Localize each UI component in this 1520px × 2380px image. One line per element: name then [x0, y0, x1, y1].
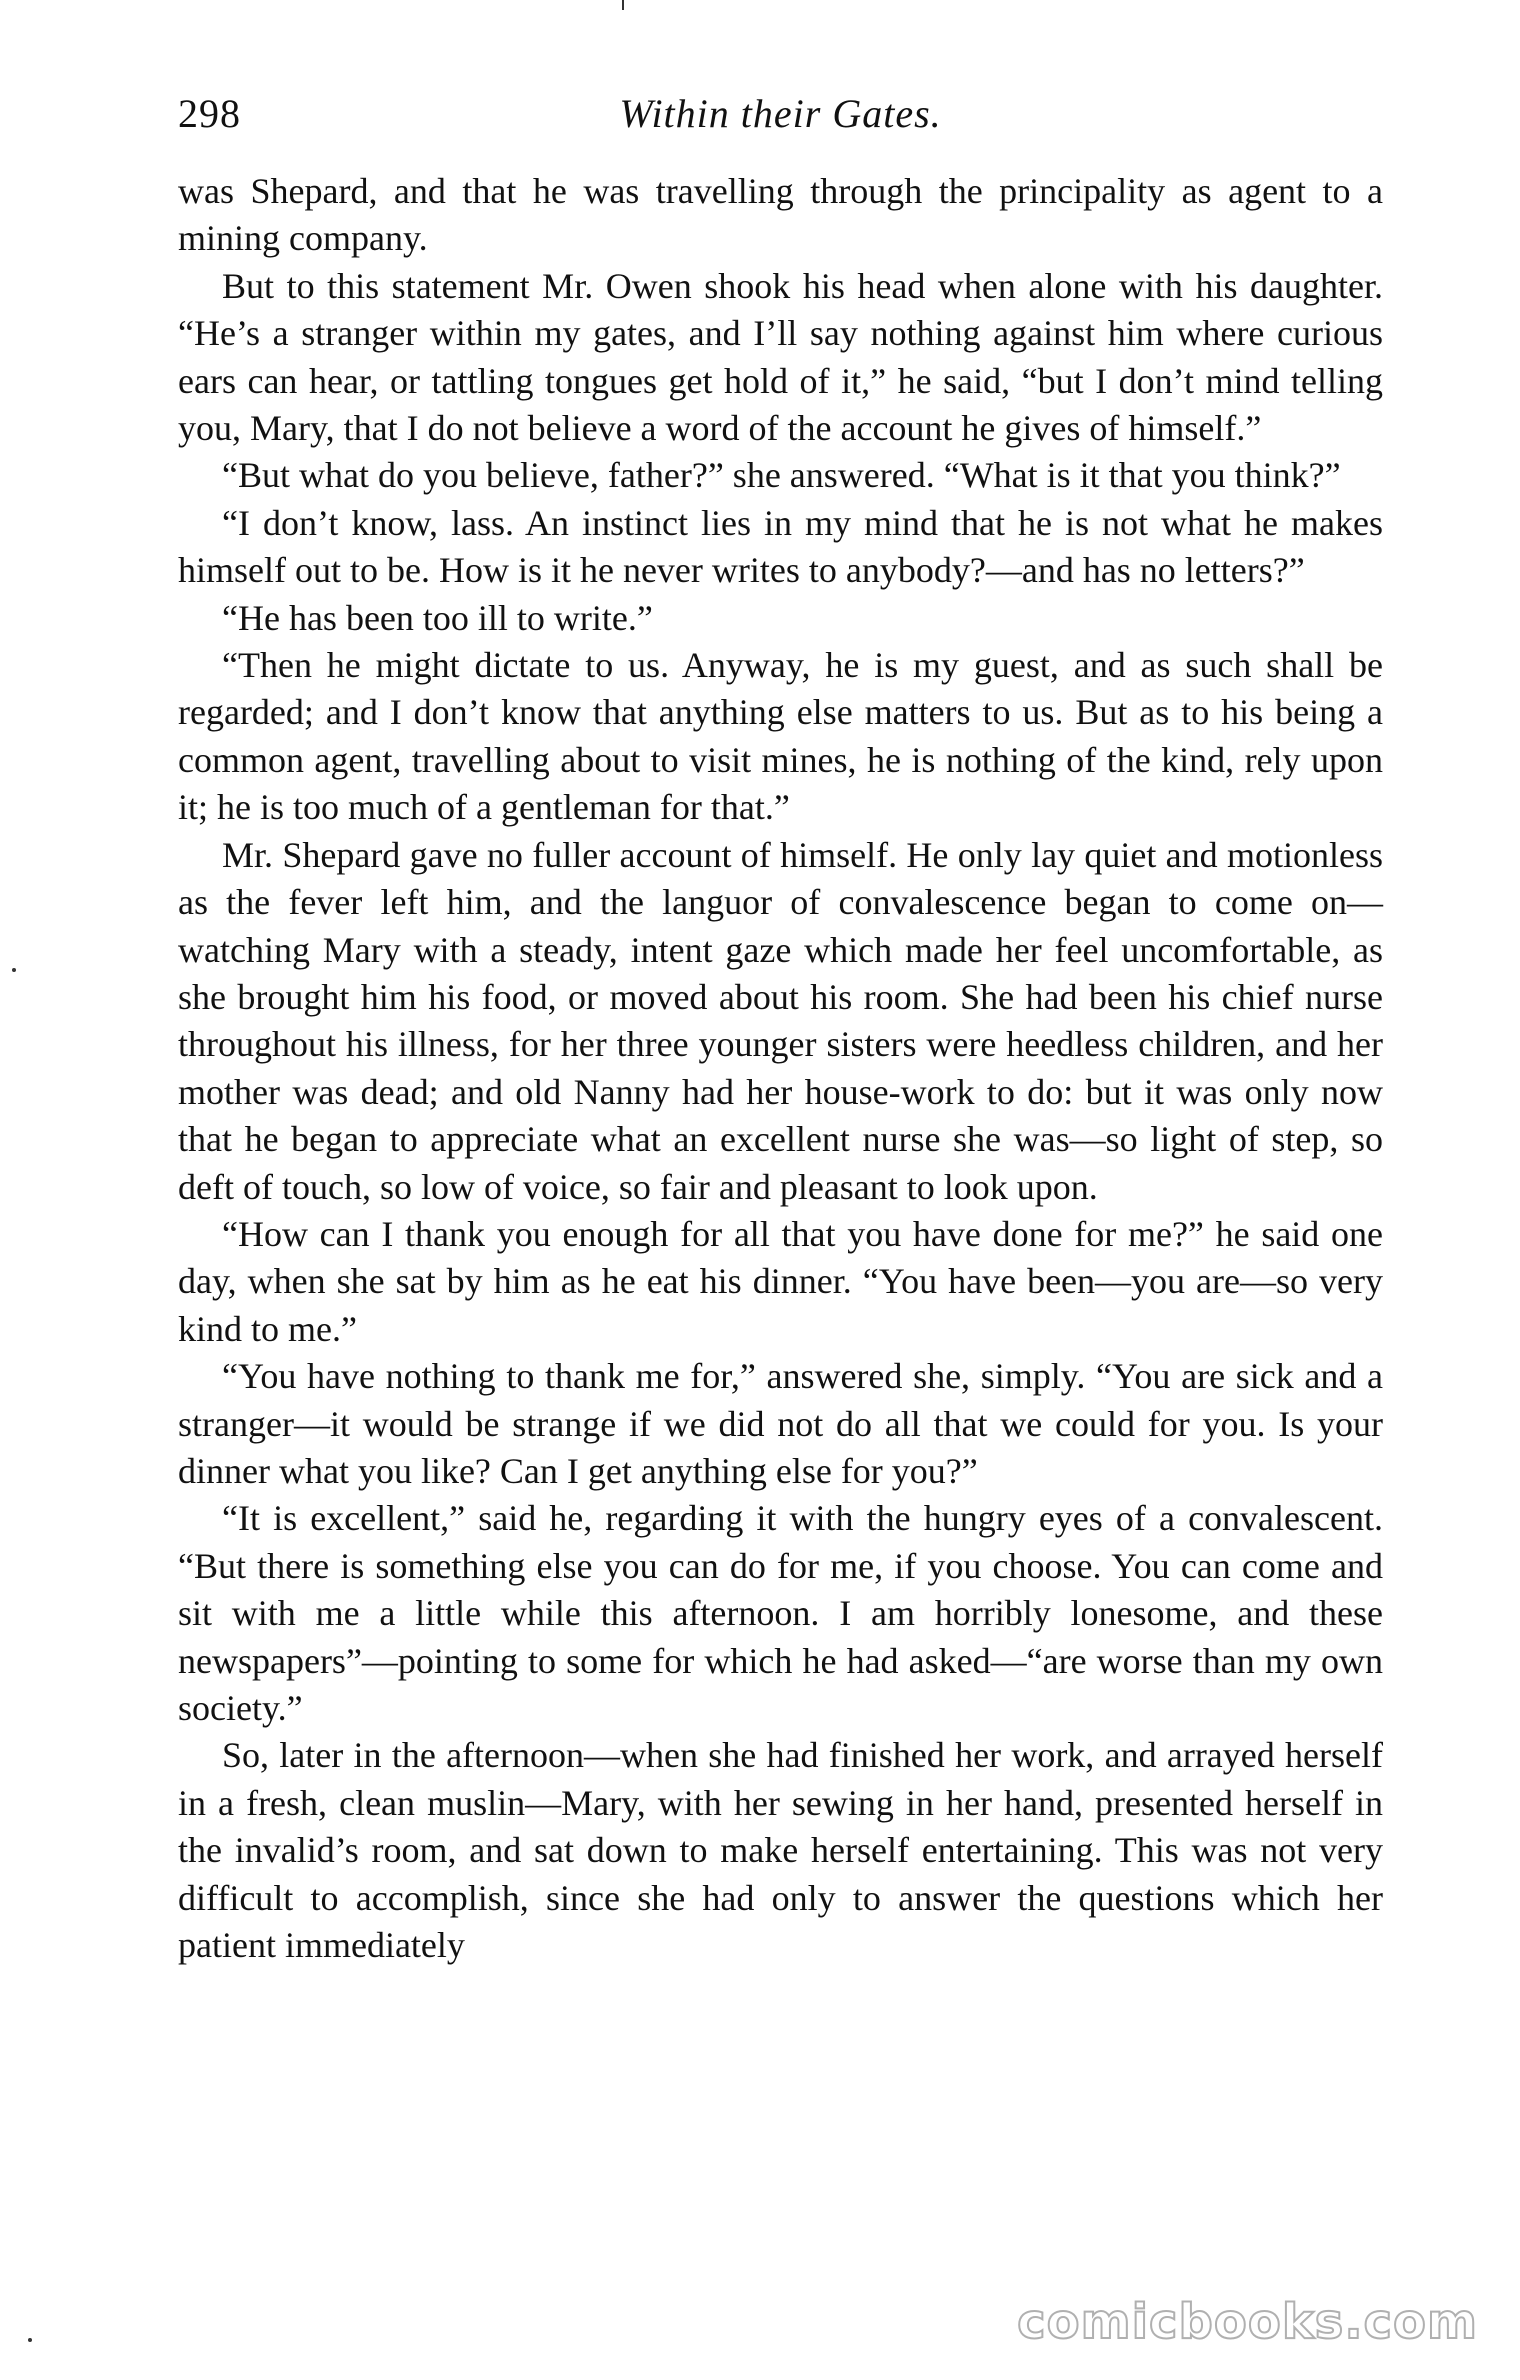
- paragraph: “He has been too ill to write.”: [222, 597, 653, 638]
- paragraph: “You have nothing to thank me for,” answered she, simply. “You are sick and a stranger—it would be strange if we did not do all that we could for you. Is your dinner what you like? Can I get anything else for you?”: [178, 1356, 1383, 1491]
- book-page: [178, 80, 1383, 2280]
- paragraph: But to this statement Mr. Owen shook his head when alone with his daughter. “He’s a stranger within my gates, and I’ll say nothing against him where curious ears can hear, or tattling tongues get hold of it,” he said, “but I don’t mind telling you, Mary, that I do not believe a word of the account he gives of himself.”: [178, 265, 1383, 449]
- running-title: Within their Gates.: [619, 91, 942, 136]
- paragraph: “How can I thank you enough for all that you have done for me?” he said one day, when she sat by him as he eat his dinner. “You have been—you are—so very kind to me.”: [178, 1213, 1383, 1349]
- paragraph: “But what do you believe, father?” she answered. “What is it that you think?”: [222, 455, 1341, 496]
- page-number: 298: [178, 91, 241, 136]
- page-header: [178, 80, 1383, 168]
- scan-speck: [12, 968, 16, 972]
- paragraph: “I don’t know, lass. An instinct lies in my mind that he is not what he makes himself out to be. How is it he never writes to anybody?—and has no letters?”: [178, 502, 1383, 591]
- watermark-logo: comicbooks.com: [1017, 2294, 1478, 2350]
- body-text: [178, 168, 1383, 1969]
- paragraph: “Then he might dictate to us. Anyway, he is my guest, and as such shall be regarded; and I don’t know that anything else matters to us. But as to his being a common agent, travelling about to visit mines, he is nothing of the kind, rely upon it; he is too much of a gentleman for that.”: [178, 645, 1383, 828]
- paragraph: Mr. Shepard gave no fuller account of himself. He only lay quiet and motionless as the fever left him, and the languor of convalescence began to come on—watching Mary with a steady, intent gaze which made her feel uncomfortable, as she brought him his food, or moved about his room. She had been his chief nurse throughout his illness, for her three younger sisters were heedless children, and her mother was dead; and old Nanny had her house-work to do: but it was only now that he began to appreciate what an excellent nurse she was—so light of step, so deft of touch, so low of voice, so fair and pleasant to look upon.: [178, 834, 1383, 1207]
- scan-speck: [28, 2338, 32, 2342]
- paragraph: So, later in the afternoon—when she had finished her work, and arrayed herself in a fresh, clean muslin—Mary, with her sewing in her hand, presented herself in the invalid’s room, and sat down to make herself entertaining. This was not very difficult to accomplish, since she had only to answer the questions which her patient immediately: [178, 1735, 1383, 1966]
- paragraph: was Shepard, and that he was travelling through the principality as agent to a mining company.: [178, 171, 1383, 259]
- paragraph: “It is excellent,” said he, regarding it with the hungry eyes of a convalescent. “But there is something else you can do for me, if you choose. You can come and sit with me a little while this afternoon. I am horribly lonesome, and these newspapers”—pointing to some for which he had asked—“are worse than my own society.”: [178, 1498, 1383, 1728]
- scan-mark: [622, 0, 624, 10]
